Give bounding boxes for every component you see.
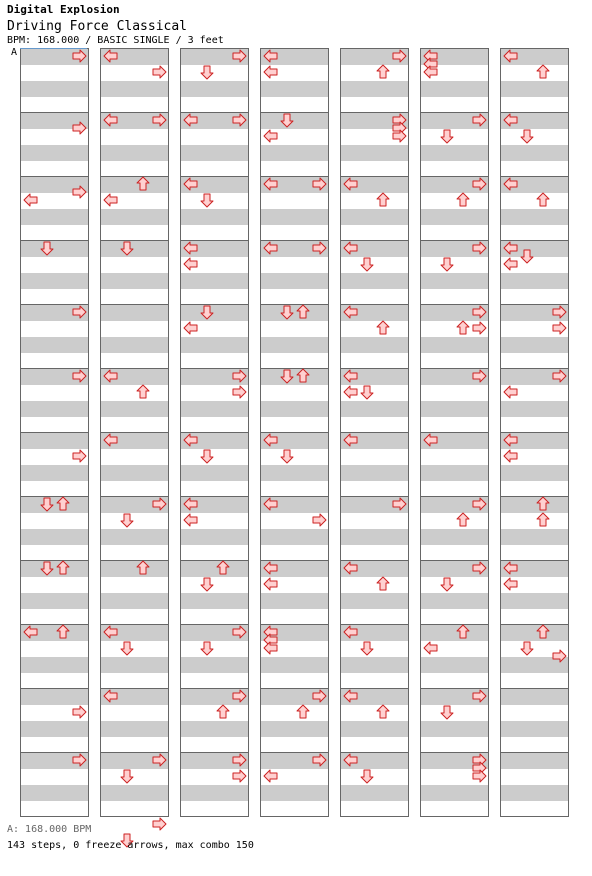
step-stats: 143 steps, 0 freeze arrows, max combo 150: [7, 840, 254, 851]
beat-band: [420, 401, 488, 417]
beat-band: [340, 529, 408, 545]
beat-band: [20, 657, 88, 673]
beat-band: [500, 209, 568, 225]
beat-band: [100, 337, 168, 353]
beat-band: [180, 785, 248, 801]
beat-band: [500, 145, 568, 161]
beat-band: [420, 657, 488, 673]
beat-band: [100, 401, 168, 417]
chart-column: [20, 48, 89, 817]
beat-band: [20, 593, 88, 609]
beat-band: [100, 785, 168, 801]
beat-band: [100, 177, 168, 193]
beat-band: [340, 401, 408, 417]
beat-band: [20, 689, 88, 705]
beat-band: [180, 209, 248, 225]
beat-band: [20, 145, 88, 161]
beat-band: [420, 273, 488, 289]
beat-band: [260, 369, 328, 385]
beat-band: [420, 721, 488, 737]
beat-band: [180, 721, 248, 737]
beat-band: [180, 465, 248, 481]
chart-column: [180, 48, 249, 817]
beat-band: [260, 81, 328, 97]
beat-band: [100, 241, 168, 257]
beat-band: [340, 785, 408, 801]
beat-band: [340, 81, 408, 97]
beat-band: [260, 209, 328, 225]
beat-band: [100, 721, 168, 737]
beat-band: [180, 81, 248, 97]
beat-band: [420, 337, 488, 353]
beat-band: [180, 337, 248, 353]
beat-band: [20, 529, 88, 545]
beat-band: [340, 721, 408, 737]
beat-band: [20, 337, 88, 353]
beat-band: [20, 273, 88, 289]
bpm-marker-line: [20, 48, 87, 49]
bpm-marker: A: [11, 47, 18, 58]
beat-band: [20, 401, 88, 417]
bpm-summary: A: 168.000 BPM: [7, 824, 92, 835]
beat-band: [500, 465, 568, 481]
page-title: Digital Explosion: [7, 3, 120, 16]
beat-band: [20, 241, 88, 257]
beat-band: [20, 721, 88, 737]
beat-band: [260, 465, 328, 481]
beat-band: [500, 593, 568, 609]
beat-band: [180, 657, 248, 673]
beat-band: [260, 305, 328, 321]
beat-band: [420, 465, 488, 481]
beat-band: [500, 81, 568, 97]
beat-band: [180, 529, 248, 545]
chart-column: [420, 48, 489, 817]
beat-band: [20, 561, 88, 577]
beat-band: [500, 625, 568, 641]
beat-band: [340, 145, 408, 161]
beat-band: [180, 561, 248, 577]
chart-column: [500, 48, 569, 817]
beat-band: [260, 401, 328, 417]
beat-band: [100, 209, 168, 225]
beat-band: [420, 81, 488, 97]
beat-band: [100, 529, 168, 545]
beat-band: [500, 785, 568, 801]
beat-band: [340, 337, 408, 353]
beat-band: [20, 209, 88, 225]
beat-band: [20, 785, 88, 801]
beat-band: [260, 785, 328, 801]
beat-band: [20, 497, 88, 513]
beat-band: [500, 689, 568, 705]
beat-band: [20, 433, 88, 449]
beat-band: [260, 529, 328, 545]
beat-band: [500, 721, 568, 737]
beat-band: [180, 305, 248, 321]
beat-band: [260, 337, 328, 353]
beat-band: [420, 785, 488, 801]
beat-band: [100, 657, 168, 673]
beat-band: [100, 273, 168, 289]
beat-band: [180, 593, 248, 609]
beat-band: [500, 273, 568, 289]
beat-band: [260, 273, 328, 289]
beat-band: [340, 209, 408, 225]
beat-band: [100, 145, 168, 161]
beat-band: [340, 465, 408, 481]
beat-band: [20, 465, 88, 481]
beat-band: [260, 145, 328, 161]
beat-band: [420, 593, 488, 609]
beat-band: [100, 81, 168, 97]
beat-band: [420, 209, 488, 225]
beat-band: [500, 497, 568, 513]
beat-band: [500, 337, 568, 353]
beat-band: [100, 465, 168, 481]
beat-band: [500, 529, 568, 545]
beat-band: [340, 273, 408, 289]
beat-band: [100, 561, 168, 577]
beat-band: [420, 529, 488, 545]
beat-band: [260, 657, 328, 673]
beat-band: [500, 401, 568, 417]
beat-band: [420, 145, 488, 161]
beat-band: [420, 625, 488, 641]
beat-band: [500, 753, 568, 769]
arrow-right-icon: [153, 818, 166, 830]
beat-band: [100, 593, 168, 609]
beat-band: [260, 593, 328, 609]
beat-band: [100, 305, 168, 321]
beat-band: [180, 401, 248, 417]
chart-column: [260, 48, 329, 817]
beat-band: [20, 81, 88, 97]
beat-band: [180, 145, 248, 161]
chart-info: BPM: 168.000 / BASIC SINGLE / 3 feet: [7, 35, 224, 46]
song-title: Driving Force Classical: [7, 19, 188, 34]
beat-band: [260, 721, 328, 737]
beat-band: [260, 113, 328, 129]
beat-band: [340, 593, 408, 609]
beat-band: [340, 657, 408, 673]
beat-band: [180, 273, 248, 289]
